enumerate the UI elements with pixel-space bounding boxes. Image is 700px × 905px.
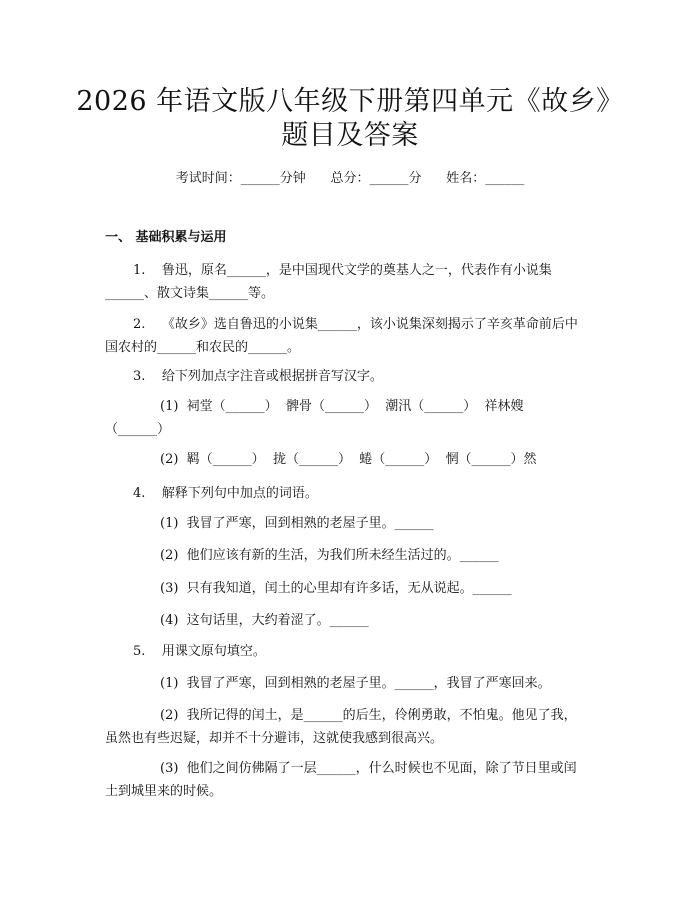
question-5-item3-line2: 土到城里来的时候。 — [105, 784, 223, 799]
question-5-item3-line1: (3) 他们之间仿佛隔了一层______，什么时候也不见面，除了节日里或闰 — [160, 761, 577, 776]
question-1-line2: ______、散文诗集______等。 — [105, 286, 275, 301]
question-4-item1: (1) 我冒了严寒，回到相熟的老屋子里。______ — [160, 516, 434, 531]
question-1-line1: 1. 鲁迅，原名______，是中国现代文学的奠基人之一，代表作有小说集 — [133, 263, 552, 278]
question-5-item1: (1) 我冒了严寒，回到相熟的老屋子里。______，我冒了严寒回来。 — [160, 676, 551, 691]
document-title-line1: 2026 年语文版八年级下册第四单元《故乡》 — [76, 86, 624, 117]
question-2-line1: 2. 《故乡》选自鲁迅的小说集______，该小说集深刻揭示了辛亥革命前后中 — [133, 317, 578, 332]
question-3-row2: (2) 羁（______） 拢（______） 蜷（______） 惘（______）然 — [160, 452, 537, 467]
question-4-item2: (2) 他们应该有新的生活，为我们所未经生活过的。______ — [160, 548, 499, 563]
question-2-line2: 国农村的______和农民的______。 — [105, 340, 301, 355]
question-5-item2-line1: (2) 我所记得的闰土，是______的后生，伶俐勇敢，不怕鬼。他见了我， — [160, 708, 577, 723]
question-4-item3: (3) 只有我知道，闰土的心里却有许多话，无从说起。______ — [160, 581, 512, 596]
question-4-item4: (4) 这句话里，大约着涩了。______ — [160, 613, 369, 628]
question-3-stem: 3. 给下列加点字注音或根据拼音写汉字。 — [133, 369, 383, 384]
question-5-item2-line2: 虽然也有些迟疑，却并不十分避讳，这就使我感到很高兴。 — [105, 731, 444, 746]
question-3-row1-cont: （______） — [105, 422, 171, 437]
question-5-stem: 5. 用课文原句填空。 — [133, 644, 266, 659]
exam-info: 考试时间：______分钟 总分：______分 姓名：______ — [175, 171, 525, 186]
question-3-row1: (1) 祠堂（______） 髀骨（______） 潮汛（______） 祥林嫂 — [160, 399, 524, 414]
document-title-line2: 题目及答案 — [281, 120, 419, 151]
section-heading: 一、 基础积累与运用 — [105, 230, 227, 245]
question-4-stem: 4. 解释下列句中加点的词语。 — [133, 486, 318, 501]
